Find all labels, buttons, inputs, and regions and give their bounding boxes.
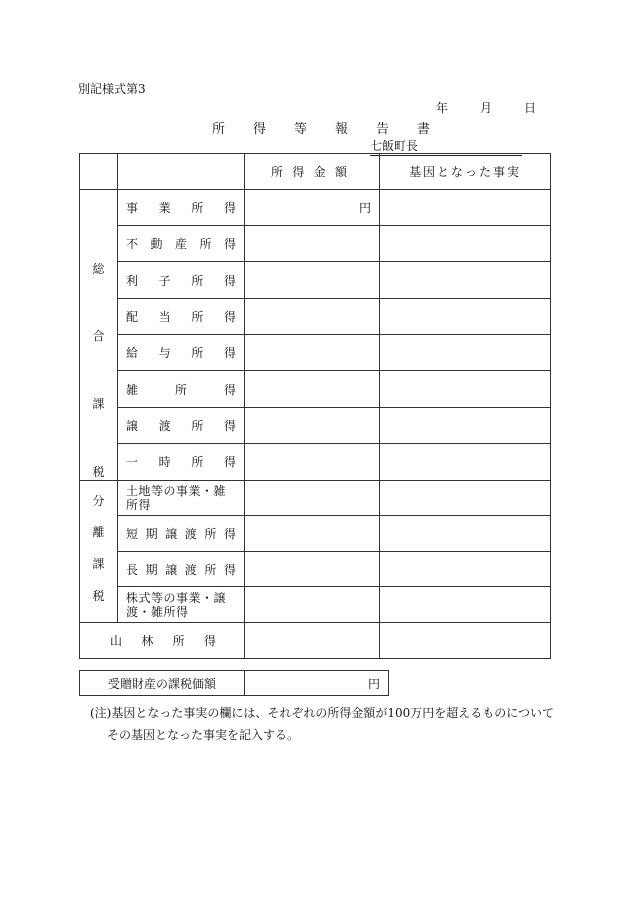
interest-income-basis[interactable] xyxy=(380,262,551,298)
transfer-income-basis[interactable] xyxy=(380,407,551,443)
footnote xyxy=(90,702,560,746)
dividend-income-label: 配 当 所 得 xyxy=(118,298,245,334)
salary-income-label: 給 与 所 得 xyxy=(118,335,245,371)
real-estate-income-amount[interactable] xyxy=(245,225,380,261)
header-blank-2 xyxy=(118,154,245,190)
basis-header: 基因となった事実 xyxy=(380,154,551,190)
table-row xyxy=(80,516,551,552)
temporary-income-label: 一 時 所 得 xyxy=(118,444,245,480)
stock-income-label: 株式等の事業・譲渡・雑所得 xyxy=(118,587,245,623)
transfer-income-label: 譲 渡 所 得 xyxy=(118,407,245,443)
table-row xyxy=(80,298,551,334)
long-term-transfer-basis[interactable] xyxy=(380,551,551,587)
dividend-income-amount[interactable] xyxy=(245,298,380,334)
day-label: 日 xyxy=(523,101,536,115)
short-term-transfer-basis[interactable] xyxy=(380,516,551,552)
salary-income-amount[interactable] xyxy=(245,335,380,371)
table-row xyxy=(80,225,551,261)
forest-income-basis[interactable] xyxy=(380,622,551,658)
header-row xyxy=(80,154,551,190)
misc-income-label: 雑 所 得 xyxy=(118,371,245,407)
misc-income-basis[interactable] xyxy=(380,371,551,407)
business-income-label: 事 業 所 得 xyxy=(118,189,245,225)
short-term-transfer-label: 短 期 譲 渡 所 得 xyxy=(118,516,245,552)
general-taxation-label: 総 合 課 税 xyxy=(80,189,118,480)
table-row xyxy=(80,551,551,587)
misc-income-amount[interactable] xyxy=(245,371,380,407)
footnote-line-1: (注)基因となった事実の欄には、それぞれの所得金額が100万円を超えるものについて xyxy=(90,706,555,720)
footnote-line-2: その基因となった事実を記入する。 xyxy=(107,728,300,742)
gift-property-label: 受贈財産の課税価額 xyxy=(80,671,245,696)
table-row xyxy=(80,189,551,225)
gift-property-table xyxy=(79,670,389,696)
land-business-income-label: 土地等の事業・雑所得 xyxy=(118,480,245,516)
table-row xyxy=(80,407,551,443)
table-row xyxy=(80,444,551,480)
amount-header: 所 得 金 額 xyxy=(245,154,380,190)
business-income-basis[interactable] xyxy=(380,189,551,225)
table-row xyxy=(80,262,551,298)
land-business-income-amount[interactable] xyxy=(245,480,380,516)
interest-income-label: 利 子 所 得 xyxy=(118,262,245,298)
table-row xyxy=(80,335,551,371)
stock-income-amount[interactable] xyxy=(245,587,380,623)
month-label: 月 xyxy=(479,101,492,115)
gift-property-amount[interactable]: 円 xyxy=(245,671,389,696)
real-estate-income-label: 不 動 産 所 得 xyxy=(118,225,245,261)
temporary-income-basis[interactable] xyxy=(380,444,551,480)
separate-taxation-label: 分 離 課 税 xyxy=(80,480,118,622)
transfer-income-amount[interactable] xyxy=(245,407,380,443)
stock-income-basis[interactable] xyxy=(380,587,551,623)
table-row xyxy=(80,622,551,658)
form-number: 別記様式第3 xyxy=(78,82,146,96)
table-row xyxy=(80,480,551,516)
table-row xyxy=(80,371,551,407)
addressee-line: 七飯町長 xyxy=(370,137,522,156)
table-row xyxy=(80,587,551,623)
salary-income-basis[interactable] xyxy=(380,335,551,371)
year-label: 年 xyxy=(436,101,449,115)
page-title: 所 得 等 報 告 書 xyxy=(211,122,433,137)
short-term-transfer-amount[interactable] xyxy=(245,516,380,552)
land-business-income-basis[interactable] xyxy=(380,480,551,516)
dividend-income-basis[interactable] xyxy=(380,298,551,334)
business-income-amount[interactable]: 円 xyxy=(245,189,380,225)
forest-income-label: 山 林 所 得 xyxy=(80,622,245,658)
real-estate-income-basis[interactable] xyxy=(380,225,551,261)
long-term-transfer-label: 長 期 譲 渡 所 得 xyxy=(118,551,245,587)
date-line xyxy=(436,99,536,116)
income-report-table xyxy=(79,153,551,659)
temporary-income-amount[interactable] xyxy=(245,444,380,480)
long-term-transfer-amount[interactable] xyxy=(245,551,380,587)
interest-income-amount[interactable] xyxy=(245,262,380,298)
forest-income-amount[interactable] xyxy=(245,622,380,658)
header-blank-1 xyxy=(80,154,118,190)
